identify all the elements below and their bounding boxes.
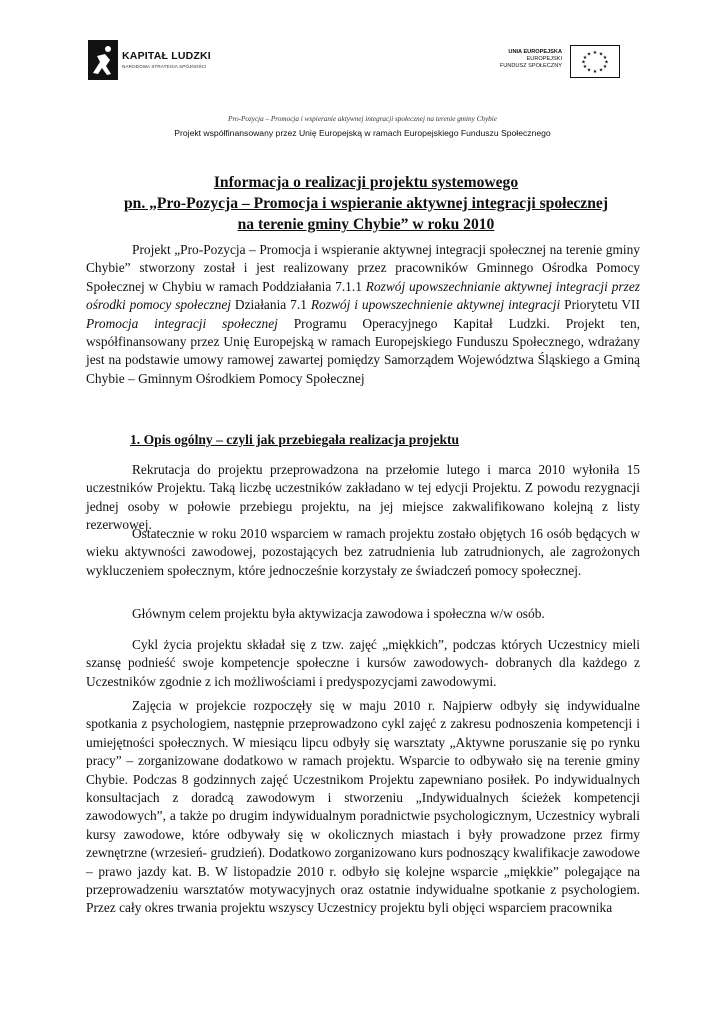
paragraph-goal-text: Głównym celem projektu była aktywizacja zawodowa i społeczna w/w osób.: [132, 606, 545, 621]
intro-text-1: Projekt „Pro-Pozycja – Promocja i wspieranie aktywnej integracji społecznej na terenie gminy Chybie” stworzony został i jest realizowany przez pracowników Gminnego Ośrodka Pomocy Społecznej w Chybiu w ramach Poddziałania 7.1.1: [86, 242, 640, 294]
title-line-2: pn. „Pro-Pozycja – Promocja i wspieranie aktywnej integracji społecznej: [123, 195, 609, 212]
paragraph-cycle: [86, 636, 640, 691]
eu-logo: [470, 43, 624, 81]
running-header-cofinancing: Projekt współfinansowany przez Unię Europejską w ramach Europejskiego Funduszu Społecznego: [174, 128, 551, 138]
paragraph-participants-text: Ostatecznie w roku 2010 wsparciem w ramach projektu zostało objętych 16 osób będących w wieku aktywności zawodowej, pozostających bez zatrudnienia lub zatrudnionych, ale zagrożonych wykluczeniem społecznym, które jednocześnie korzystały ze świadczeń pomocy społecznej.: [86, 526, 640, 578]
svg-text:★: ★: [581, 59, 586, 66]
intro-italic-3: Promocja integracji społecznej: [86, 315, 278, 331]
section-heading: 1. Opis ogólny – czyli jak przebiegała realizacja projektu: [130, 432, 460, 447]
svg-text:★: ★: [582, 64, 588, 70]
paragraph-cycle-text: Cykl życia projektu składał się z tzw. zajęć „miękkich”, podczas których Uczestnicy mieli szansę podnieść swoje kompetencje społeczne i kursów zawodowych- dobranych dla każdego z Uczestników zgodnie z ich możliwościami i predyspozycjami zawodowymi.: [86, 637, 640, 689]
kapital-ludzki-logo: [88, 40, 238, 84]
intro-text-2: Działania 7.1: [230, 297, 311, 313]
intro-paragraph: [86, 241, 640, 388]
title-line-3: na terenie gminy Chybie” w roku 2010: [237, 216, 495, 233]
svg-text:★: ★: [582, 55, 588, 61]
running-header-project-name: Pro-Pozycja – Promocja i wspieranie aktywnej integracji społecznej na terenie gminy Chybie: [228, 115, 497, 123]
eu-line-1: UNIA EUROPEJSKA: [508, 49, 562, 55]
eu-line-2: EUROPEJSKI: [526, 56, 562, 62]
kapital-ludzki-emblem-icon: [88, 40, 118, 80]
svg-text:★: ★: [586, 67, 592, 74]
svg-text:★: ★: [592, 69, 598, 75]
intro-italic-1: Rozwój upowszechnianie aktywnej integracji przez ośrodki pomocy społecznej: [86, 278, 640, 313]
paragraph-activities: [86, 697, 640, 918]
paragraph-recruitment: [86, 461, 640, 535]
svg-text:★: ★: [604, 59, 609, 66]
intro-text-4: Programu Operacyjnego Kapitał Ludzki. Projekt ten, współfinansowany przez Unię Europejską w ramach Europejskiego Funduszu Społecznego, wdrażany jest na podstawie umowy ramowej zawartej pomiędzy Samorządem Województwa Śląskiego a Gminą Chybie – Gminnym Ośrodkiem Pomocy Społecznej: [86, 315, 640, 386]
eu-flag-icon: [570, 45, 620, 78]
logo-subtitle: NARODOWA STRATEGIA SPÓJNOŚCI: [122, 64, 207, 69]
svg-text:★: ★: [598, 67, 604, 74]
paragraph-participants: [86, 525, 640, 580]
eu-line-3: FUNDUSZ SPOŁECZNY: [499, 63, 562, 69]
paragraph-activities-text: Zajęcia w projekcie rozpoczęły się w maju 2010 r. Najpierw odbyły się indywidualne spotkania z psychologiem, następnie przeprowadzono cykl zajęć z zakresu podnoszenia kompetencji i umiejętności społecznych. W miesiącu lipcu odbyły się warsztaty „Aktywne poruszanie się po rynku pracy” – zorganizowane dodatkowo w ramach projektu. Wsparcie to odbywało się na terenie gminy Chybie. Podczas 8 godzinnych zajęć Uczestnikom Projektu zapewniano posiłek. Po indywidualnych konsultacjach z doradcą zawodowym i stworzeniu „Indywidualnych ścieżek kompetencji zawodowych”, a także po drugim indywidualnym poradnictwie psychologicznym, Uczestnicy wybrali kursy zawodowe, które odbywały się w okolicznych miastach i były prowadzone przez firmy zewnętrzne (wrzesień- grudzień). Dodatkowo zorganizowano kurs podnoszący kwalifikacje zawodowe – prawo jazdy kat. B. W listopadzie 2010 r. odbyło się kolejne wsparcie „miękkie” polegające na przeprowadzeniu warsztatów motywacyjnych oraz ostatnie indywidualne spotkanie z psychologiem. Przez cały okres trwania projektu wszyscy Uczestnicy projektu byli objęci wsparciem pracownika: [86, 698, 640, 916]
intro-italic-2: Rozwój i upowszechnienie aktywnej integracji: [310, 297, 561, 313]
svg-text:★: ★: [602, 64, 608, 70]
svg-text:★: ★: [592, 50, 598, 56]
svg-text:★: ★: [602, 55, 608, 61]
svg-text:★: ★: [598, 51, 604, 58]
title-line-1: Informacja o realizacji projektu systemowego: [213, 174, 519, 191]
paragraph-recruitment-text: Rekrutacja do projektu przeprowadzona na przełomie lutego i marca 2010 wyłoniła 15 uczestników Projektu. Taką liczbę uczestników zakładano w tej edycji Projektu. Z powodu rezygnacji jednej osoby w połowie przebiegu projektu, na jej miejsce zakwalifikowano kolejną z listy rezerwowej.: [86, 462, 640, 533]
eu-logo-text: [500, 49, 562, 70]
svg-text:★: ★: [586, 51, 592, 58]
logo-title: KAPITAŁ LUDZKI: [122, 50, 211, 62]
document-title: [80, 172, 652, 235]
intro-text-3: Priorytetu VII: [560, 297, 640, 313]
paragraph-goal: [86, 605, 640, 623]
